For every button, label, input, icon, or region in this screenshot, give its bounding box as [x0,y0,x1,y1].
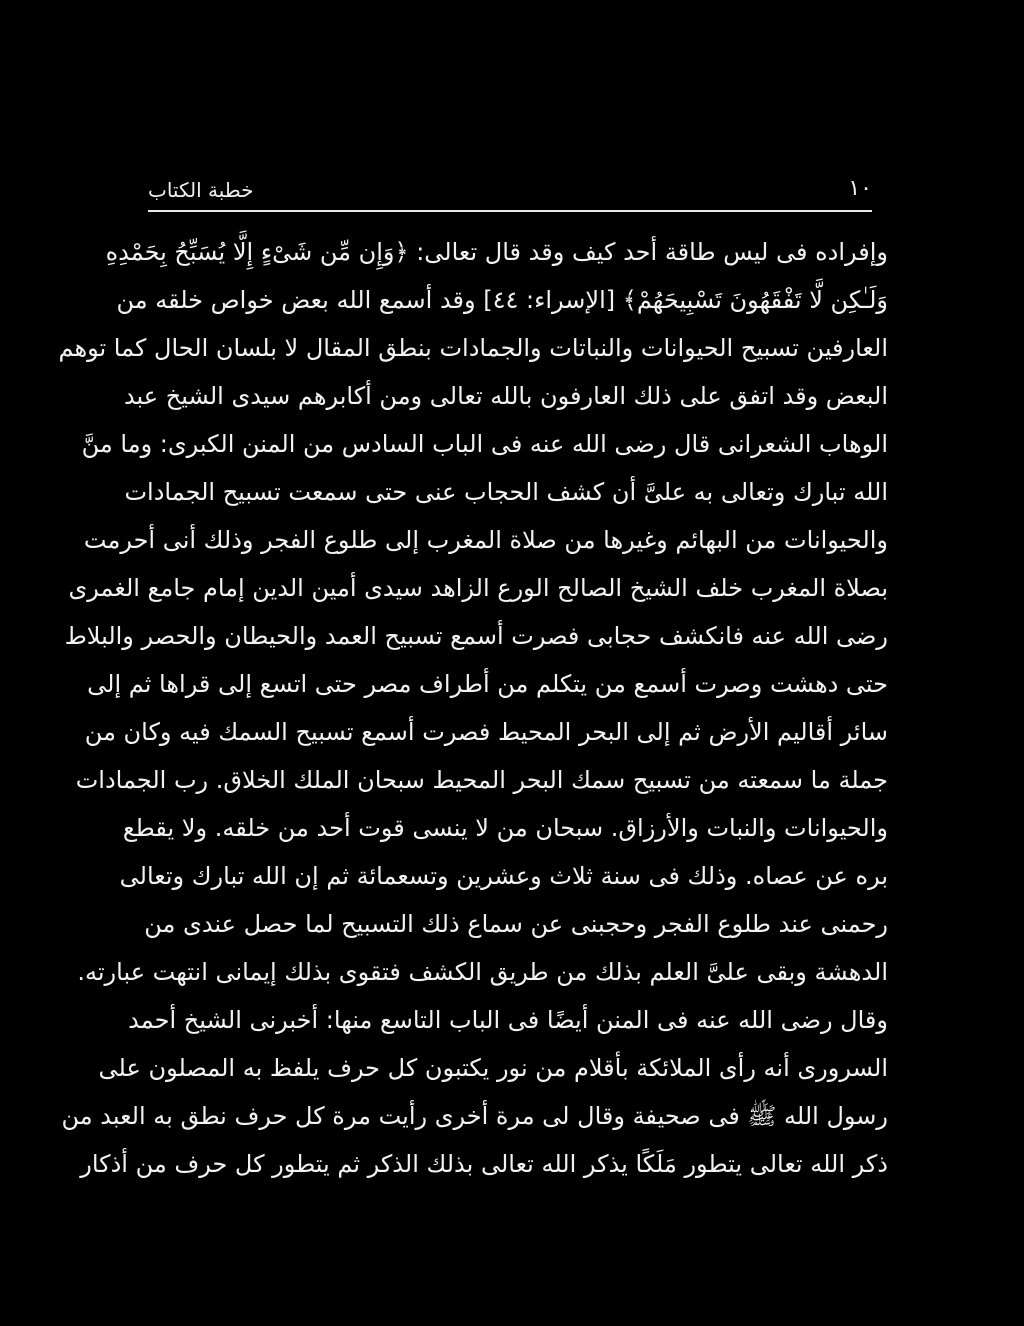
text-line: سائر أقاليم الأرض ثم إلى البحر المحيط فصرت أسمع تسبيح السمك فيه وكان من [84,718,888,746]
text-line: رضى الله عنه فانكشف حجابى فصرت أسمع تسبيح العمد والحيطان والحصر والبلاط [64,622,888,650]
header-divider [148,210,872,212]
text-line: والحيوانات والنبات والأرزاق. سبحان من لا ينسى قوت أحد من خلقه. ولا يقطع [122,814,888,842]
text-line: الدهشة وبقى علىَّ العلم بذلك من طريق الكشف فتقوى بذلك إيمانى انتهت عبارته. [77,958,888,986]
text-line: رحمنى عند طلوع الفجر وحجبنى عن سماع ذلك التسبيح لما حصل عندى من [144,910,888,938]
text-line: بره عن عصاه. وذلك فى سنة ثلاث وعشرين وتسعمائة ثم إن الله تبارك وتعالى [119,862,888,890]
text-line: جملة ما سمعته من تسبيح سمك البحر المحيط سبحان الملك الخلاق. رب الجمادات [75,766,888,794]
text-line: الوهاب الشعرانى قال رضى الله عنه فى الباب السادس من المنن الكبرى: وما منَّ [81,430,888,458]
text-line: البعض وقد اتفق على ذلك العارفون بالله تعالى ومن أكابرهم سيدى الشيخ عبد [123,382,888,410]
text-line: السرورى أنه رأى الملائكة بأقلام من نور يكتبون كل حرف يلفظ به المصلون على [98,1054,888,1082]
text-line: بصلاة المغرب خلف الشيخ الصالح الورع الزاهد سيدى أمين الدين إمام جامع الغمرى [68,574,888,602]
text-line: الله تبارك وتعالى به علىَّ أن كشف الحجاب عنى حتى سمعت تسبيح الجمادات [124,478,888,506]
text-line: وإفراده فى ليس طاقة أحد كيف وقد قال تعالى: ﴿وَإِن مِّن شَىْءٍ إِلَّا يُسَبِّحُ بِحَمْدِهِ [105,238,888,266]
text-line: وقال رضى الله عنه فى المنن أيضًا فى الباب التاسع منها: أخبرنى الشيخ أحمد [128,1006,888,1034]
body-text [58,228,888,1188]
chapter-title: خطبة الكتاب [148,178,254,202]
text-line: رسول الله ﷺ فى صحيفة وقال لى مرة أخرى رأيت مرة كل حرف نطق به العبد من [61,1102,888,1130]
page-number: ١٠ [848,176,872,201]
text-line: ذكر الله تعالى يتطور مَلَكًا يذكر الله تعالى بذلك الذكر ثم يتطور كل حرف من أذكار [80,1150,888,1178]
text-line: حتى دهشت وصرت أسمع من يتكلم من أطراف مصر حتى اتسع إلى قراها ثم إلى [87,670,888,698]
running-header [148,170,872,210]
text-line: العارفين تسبيح الحيوانات والنباتات والجمادات بنطق المقال لا بلسان الحال كما توهم [58,334,888,362]
text-line: وَلَـٰكِن لَّا تَفْقَهُونَ تَسْبِيحَهُمْ﴾ [الإسراء: ٤٤] وقد أسمع الله بعض خواص خلقه من [116,286,888,314]
text-line: والحيوانات من البهائم وغيرها من صلاة المغرب إلى طلوع الفجر وذلك أنى أحرمت [83,526,888,554]
